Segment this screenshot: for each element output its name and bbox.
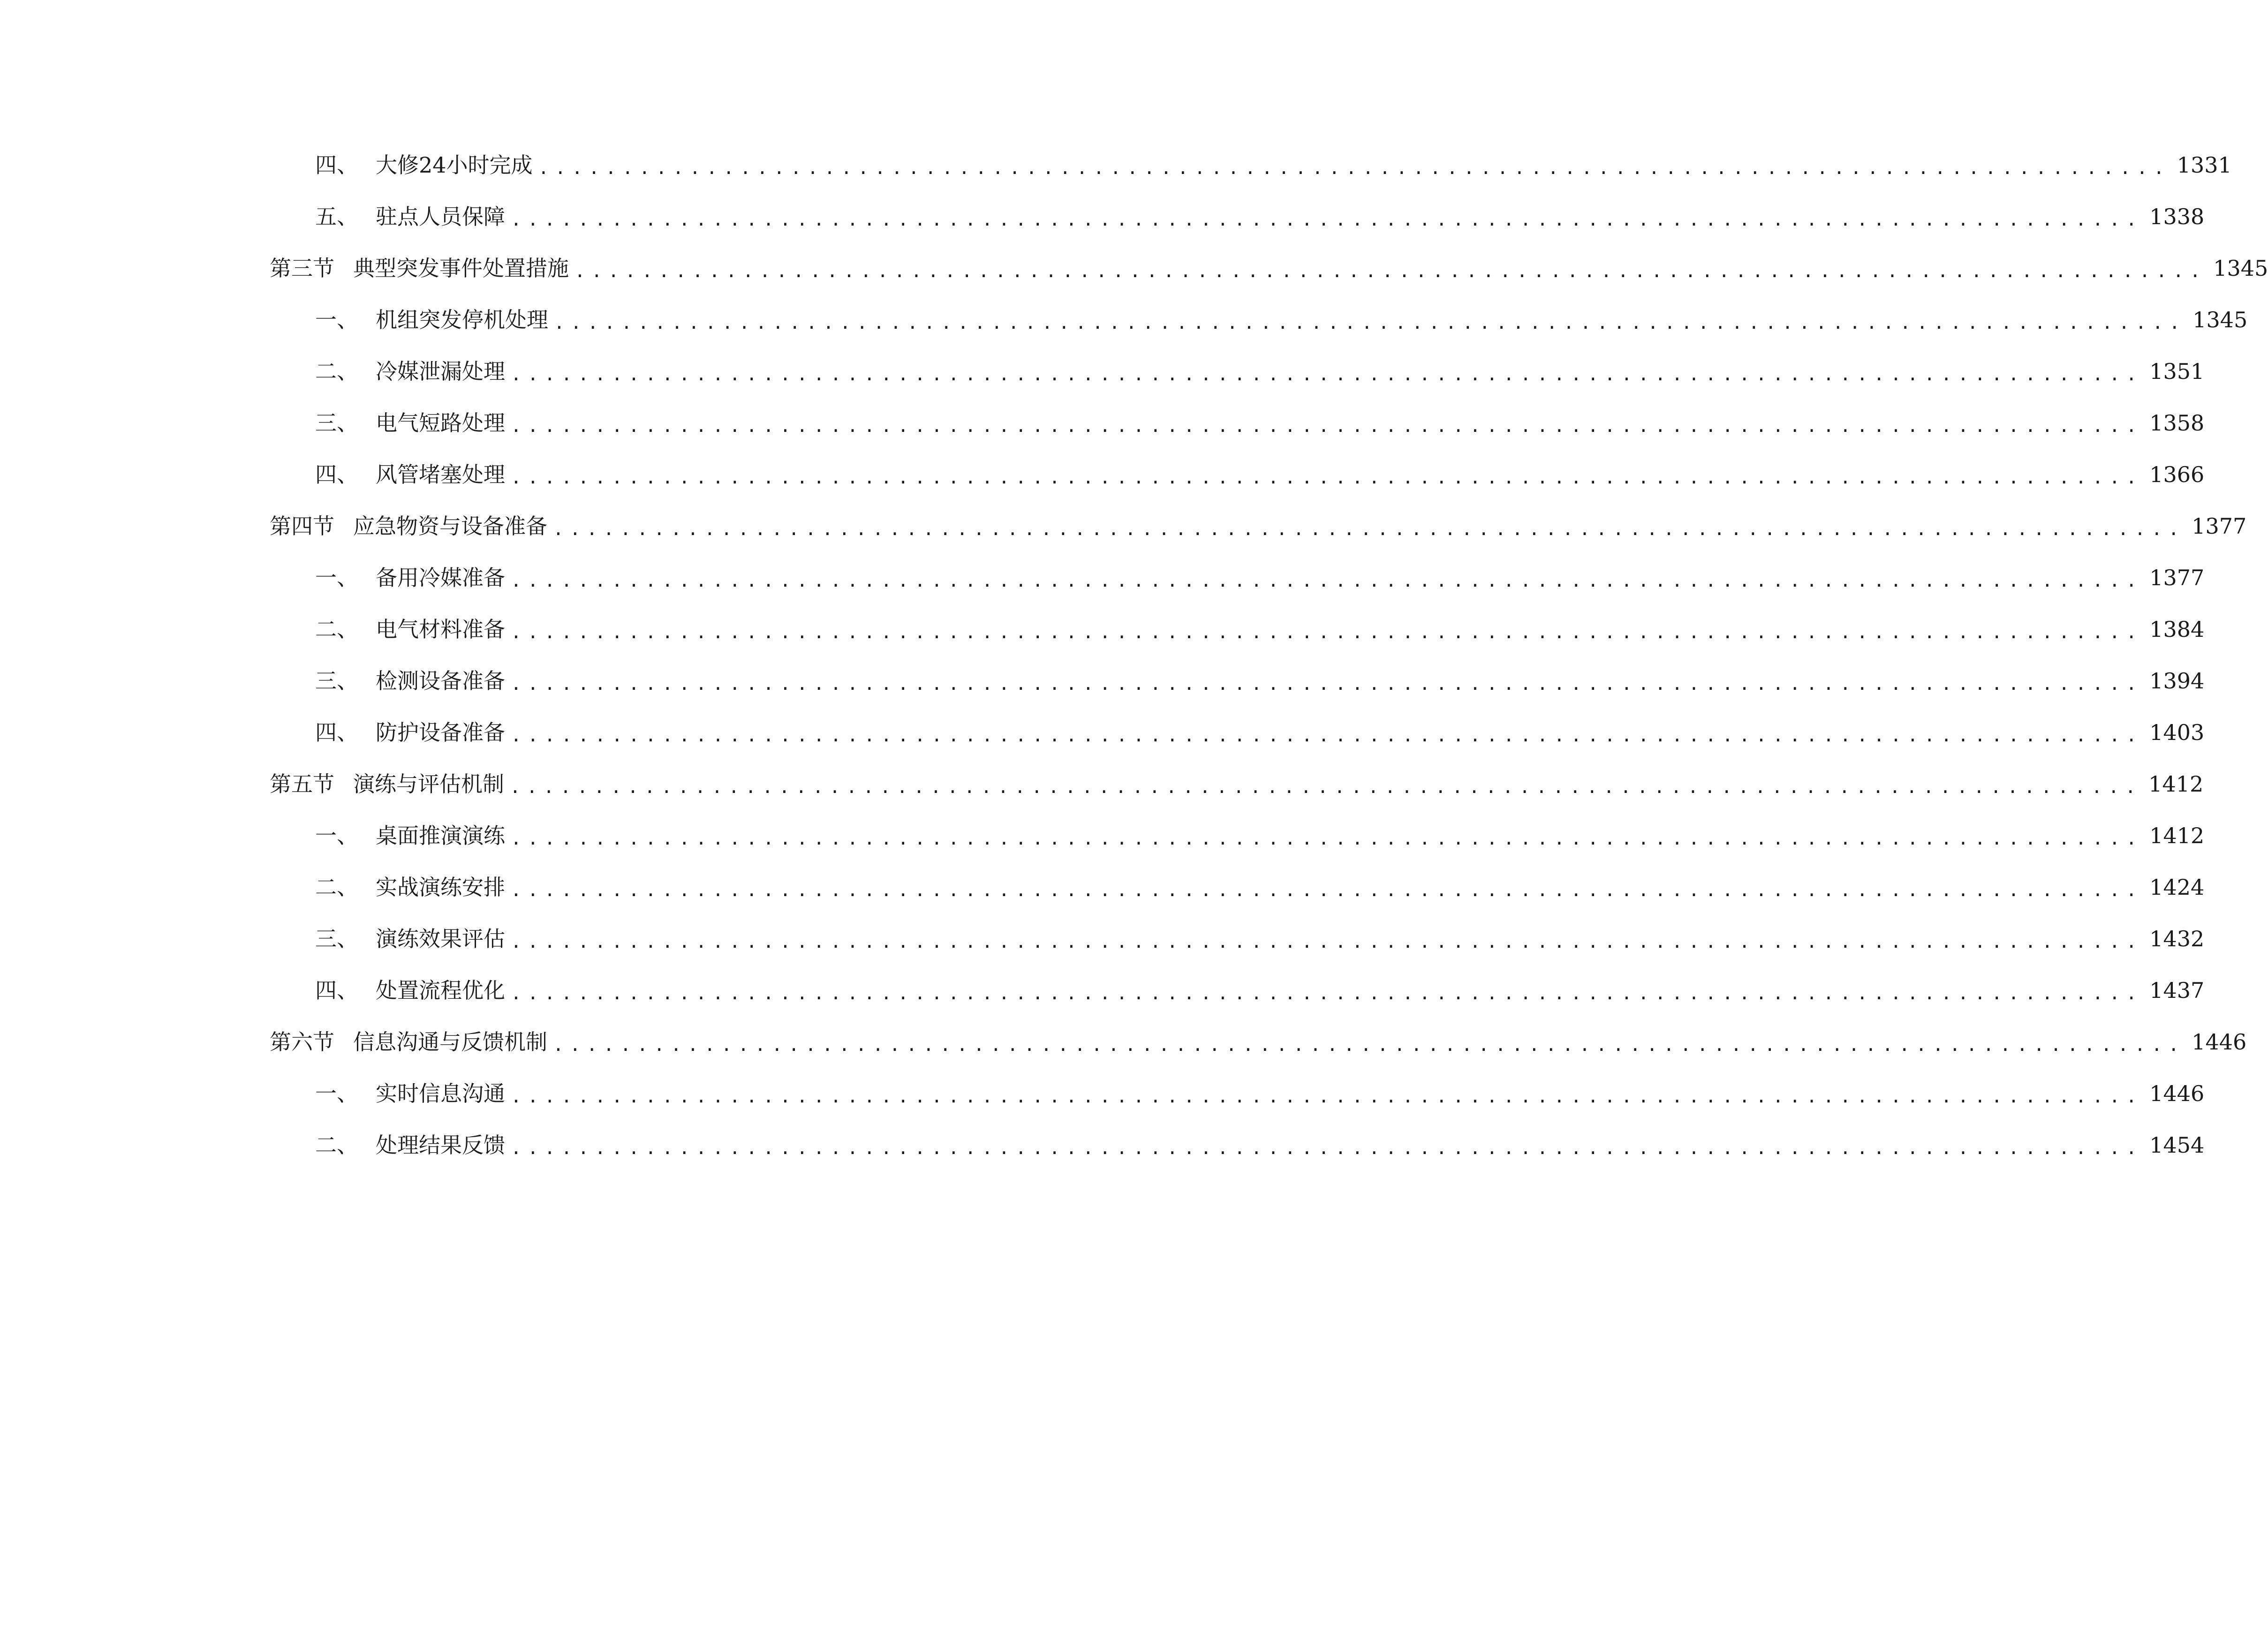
toc-page-number: 1384 — [2149, 617, 2205, 642]
toc-dot-leader: ................................................................................................. — [575, 261, 2207, 281]
toc-entry-number: 五、 — [315, 204, 358, 229]
toc-section-entry[interactable] — [270, 758, 2204, 810]
toc-section-entry[interactable] — [270, 242, 2268, 294]
toc-entry-number: 四、 — [315, 720, 358, 745]
toc-dot-leader: ................................................................................................. — [511, 931, 2143, 952]
toc-dot-leader: ................................................................................................. — [511, 1138, 2143, 1158]
toc-page-number: 1403 — [2149, 720, 2205, 745]
toc-section-title: 应急物资与设备准备 — [353, 513, 547, 539]
toc-entry-title: 备用冷媒准备 — [376, 565, 505, 590]
toc-entry-title: 演练效果评估 — [376, 926, 505, 951]
toc-entry-number: 四、 — [315, 978, 358, 1003]
toc-entry-title: 冷媒泄漏处理 — [376, 359, 505, 384]
toc-entry-number: 二、 — [315, 1132, 358, 1158]
toc-entry-title: 处理结果反馈 — [376, 1132, 505, 1158]
toc-page-number: 1345 — [2192, 307, 2248, 332]
toc-entry[interactable] — [315, 861, 2205, 913]
toc-entry[interactable] — [315, 655, 2205, 707]
toc-entry[interactable] — [315, 604, 2205, 655]
toc-entry[interactable] — [315, 449, 2205, 500]
toc-page-number: 1351 — [2149, 359, 2205, 384]
toc-entry-number: 二、 — [315, 617, 358, 642]
toc-entry-number: 一、 — [315, 823, 358, 848]
toc-page-number: 1394 — [2149, 668, 2205, 694]
toc-dot-leader: ................................................................................................. — [511, 622, 2143, 642]
toc-entry[interactable] — [315, 1119, 2205, 1171]
toc-entry[interactable] — [315, 552, 2205, 604]
toc-entry[interactable] — [315, 294, 2248, 346]
toc-dot-leader: ................................................................................................. — [511, 983, 2143, 1004]
toc-dot-leader: ................................................................................................. — [511, 828, 2143, 849]
toc-section-number: 第四节 — [270, 513, 334, 539]
toc-entry-title: 实战演练安排 — [376, 875, 505, 900]
toc-section-title: 信息沟通与反馈机制 — [353, 1029, 547, 1055]
toc-page-number: 1412 — [2148, 771, 2204, 797]
toc-section-title: 典型突发事件处置措施 — [353, 256, 569, 281]
toc-dot-leader: ................................................................................................. — [553, 1034, 2185, 1055]
toc-entry-title: 实时信息沟通 — [376, 1081, 505, 1106]
toc-entry[interactable] — [315, 965, 2205, 1016]
toc-dot-leader: ................................................................................................. — [511, 467, 2143, 488]
toc-entry[interactable] — [315, 913, 2205, 965]
toc-page-number: 1338 — [2149, 204, 2205, 229]
toc-section-entry[interactable] — [270, 1016, 2247, 1068]
toc-entry-number: 四、 — [315, 152, 358, 178]
toc-entry-number: 一、 — [315, 565, 358, 590]
toc-dot-leader: ................................................................................................. — [511, 209, 2143, 230]
toc-page-number: 1366 — [2149, 462, 2205, 487]
toc-dot-leader: ................................................................................................. — [553, 519, 2185, 539]
toc-page-number: 1437 — [2149, 978, 2205, 1003]
toc-entry-number: 二、 — [315, 875, 358, 900]
toc-entry-title: 驻点人员保障 — [376, 204, 505, 229]
toc-entry-title: 防护设备准备 — [376, 720, 505, 745]
toc-dot-leader: ................................................................................................. — [511, 364, 2143, 385]
toc-page-number: 1331 — [2177, 152, 2232, 178]
toc-dot-leader: ................................................................................................. — [510, 777, 2142, 797]
toc-entry-number: 二、 — [315, 359, 358, 384]
toc-section-title: 演练与评估机制 — [353, 771, 504, 797]
toc-dot-leader: ................................................................................................. — [511, 880, 2143, 900]
toc-section-number: 第六节 — [270, 1029, 334, 1055]
toc-page-number: 1446 — [2149, 1081, 2205, 1106]
toc-entry-title: 桌面推演演练 — [376, 823, 505, 848]
toc-entry[interactable] — [315, 1068, 2205, 1119]
toc-entry[interactable] — [315, 139, 2232, 191]
toc-dot-leader: ................................................................................................. — [554, 312, 2186, 333]
toc-entry-title: 风管堵塞处理 — [376, 462, 505, 487]
toc-dot-leader: ................................................................................................. — [511, 415, 2143, 436]
toc-dot-leader: ................................................................................................. — [511, 673, 2143, 694]
toc-entry-number: 一、 — [315, 1081, 358, 1106]
toc-entry[interactable] — [315, 191, 2205, 242]
toc-page-number: 1424 — [2149, 875, 2205, 900]
toc-entry[interactable] — [315, 346, 2205, 397]
toc-entry-number: 三、 — [315, 410, 358, 436]
toc-entry[interactable] — [315, 810, 2205, 861]
toc-section-number: 第五节 — [270, 771, 334, 797]
toc-entry-title: 处置流程优化 — [376, 978, 505, 1003]
toc-dot-leader: ................................................................................................. — [511, 725, 2143, 746]
toc-section-number: 第三节 — [270, 256, 334, 281]
toc-entry[interactable] — [315, 397, 2205, 449]
toc-entry-title: 机组突发停机处理 — [376, 307, 548, 332]
toc-page-number: 1345 — [2213, 256, 2268, 281]
toc-entry-title: 检测设备准备 — [376, 668, 505, 694]
toc-page-number: 1454 — [2149, 1132, 2205, 1158]
toc-page-number: 1432 — [2149, 926, 2205, 951]
toc-entry-title: 大修24小时完成 — [376, 152, 533, 178]
toc-entry-number: 四、 — [315, 462, 358, 487]
toc-entry-number: 一、 — [315, 307, 358, 332]
toc-page-number: 1446 — [2192, 1029, 2247, 1055]
toc-page-number: 1377 — [2149, 565, 2205, 590]
toc-dot-leader: ................................................................................................. — [511, 570, 2143, 591]
toc-section-entry[interactable] — [270, 500, 2247, 552]
toc-page-number: 1358 — [2149, 410, 2205, 436]
toc-entry-number: 三、 — [315, 926, 358, 951]
toc-entry-number: 三、 — [315, 668, 358, 694]
toc-page-number: 1377 — [2192, 513, 2247, 539]
toc-entry-title: 电气短路处理 — [376, 410, 505, 436]
toc-entry[interactable] — [315, 707, 2205, 758]
toc-page-number: 1412 — [2149, 823, 2205, 848]
toc-dot-leader: ................................................................................................. — [538, 158, 2170, 178]
toc-entry-title: 电气材料准备 — [376, 617, 505, 642]
toc-dot-leader: ................................................................................................. — [511, 1086, 2143, 1107]
